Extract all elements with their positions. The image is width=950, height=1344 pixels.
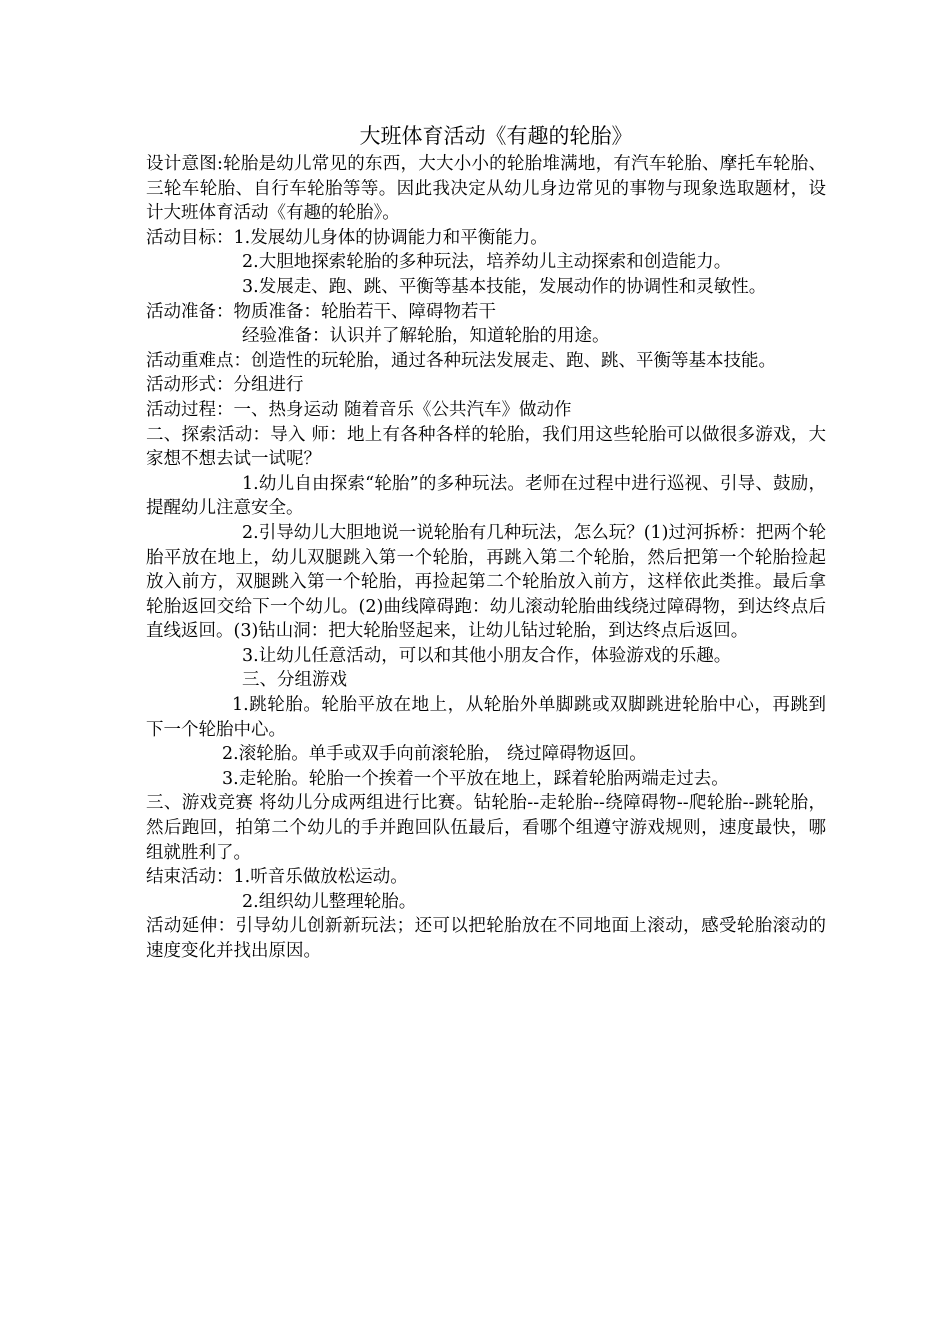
paragraph-process-warmup: 活动过程：一、热身运动 随着音乐《公共汽车》做动作 [146, 399, 572, 420]
paragraph-preparation-experience: 经验准备：认识并了解轮胎，知道轮胎的用途。 [242, 326, 610, 347]
paragraph-game-jump [146, 693, 826, 742]
document-page [146, 122, 826, 964]
game-jump-text: 1.跳轮胎。轮胎平放在地上，从轮胎外单脚跳或双脚跳进轮胎中心，再跳到下一个轮胎中心。 [146, 695, 826, 740]
paragraph-explore-3: 3.让幼儿任意活动，可以和其他小朋友合作，体验游戏的乐趣。 [242, 645, 732, 666]
explore-1-text: 1.幼儿自由探索“轮胎”的多种玩法。老师在过程中进行巡视、引导、鼓励，提醒幼儿注意安全。 [146, 473, 826, 519]
paragraph-ending-1: 结束活动：1.听音乐做放松运动。 [146, 867, 408, 888]
paragraph-explore-2 [146, 521, 826, 644]
paragraph-design-intent: 设计意图:轮胎是幼儿常见的东西，大大小小的轮胎堆满地，有汽车轮胎、摩托车轮胎、三轮车轮胎、自行车轮胎等等。因此我决定从幼儿身边常见的事物与现象选取题材，设计大班体育活动《有趣的轮胎》。 [146, 154, 826, 224]
paragraph-goal-2: 2.大胆地探索轮胎的多种玩法，培养幼儿主动探索和创造能力。 [242, 252, 732, 273]
paragraph-process-explore [146, 423, 826, 472]
document-title: 大班体育活动《有趣的轮胎》 [359, 124, 633, 148]
paragraph-explore-1 [146, 472, 826, 521]
paragraph-goal-3: 3.发展走、跑、跳、平衡等基本技能，发展动作的协调性和灵敏性。 [242, 276, 767, 297]
paragraph-game-roll: 2.滚轮胎。单手或双手向前滚轮胎， 绕过障碍物返回。 [222, 744, 647, 765]
paragraph-activity-form: 活动形式：分组进行 [146, 375, 304, 396]
explore-text: 二、探索活动：导入 师：地上有各种各样的轮胎，我们用这些轮胎可以做很多游戏，大家想不想去试一试呢？ [146, 424, 826, 470]
explore-2-text: 2.引导幼儿大胆地说一说轮胎有几种玩法，怎么玩？(1)过河拆桥：把两个轮胎平放在地上，幼儿双腿跳入第一个轮胎，再跳入第二个轮胎，然后把第一个轮胎捡起放入前方，双腿跳入第一个轮胎，再捡起第二个轮胎放入前方，这样依此类推。最后拿轮胎返回交给下一个幼儿。(2)曲线障碍跑：幼儿滚动轮胎曲线绕过障碍物，到达终点后直线返回。(3)钻山洞：把大轮胎竖起来，让幼儿钻过轮胎，到达终点后返回。 [146, 522, 826, 642]
paragraph-group-games-heading: 三、分组游戏 [242, 670, 347, 691]
paragraph-ending-2: 2.组织幼儿整理轮胎。 [242, 891, 417, 912]
paragraph-game-walk: 3.走轮胎。轮胎一个挨着一个平放在地上，踩着轮胎两端走过去。 [222, 768, 729, 789]
paragraph-preparation-material: 活动准备：物质准备：轮胎若干、障碍物若干 [146, 301, 496, 322]
paragraph-key-points: 活动重难点：创造性的玩轮胎，通过各种玩法发展走、跑、跳、平衡等基本技能。 [146, 350, 776, 371]
paragraph-extension: 活动延伸：引导幼儿创新新玩法；还可以把轮胎放在不同地面上滚动，感受轮胎滚动的速度变化并找出原因。 [146, 916, 826, 961]
paragraph-competition: 三、游戏竞赛 将幼儿分成两组进行比赛。钻轮胎--走轮胎--绕障碍物--爬轮胎--跳轮胎，然后跑回，拍第二个幼儿的手并跑回队伍最后，看哪个组遵守游戏规则，速度最快，哪组就胜利了。 [146, 793, 826, 863]
paragraph-goal-1: 活动目标：1.发展幼儿身体的协调能力和平衡能力。 [146, 227, 548, 248]
